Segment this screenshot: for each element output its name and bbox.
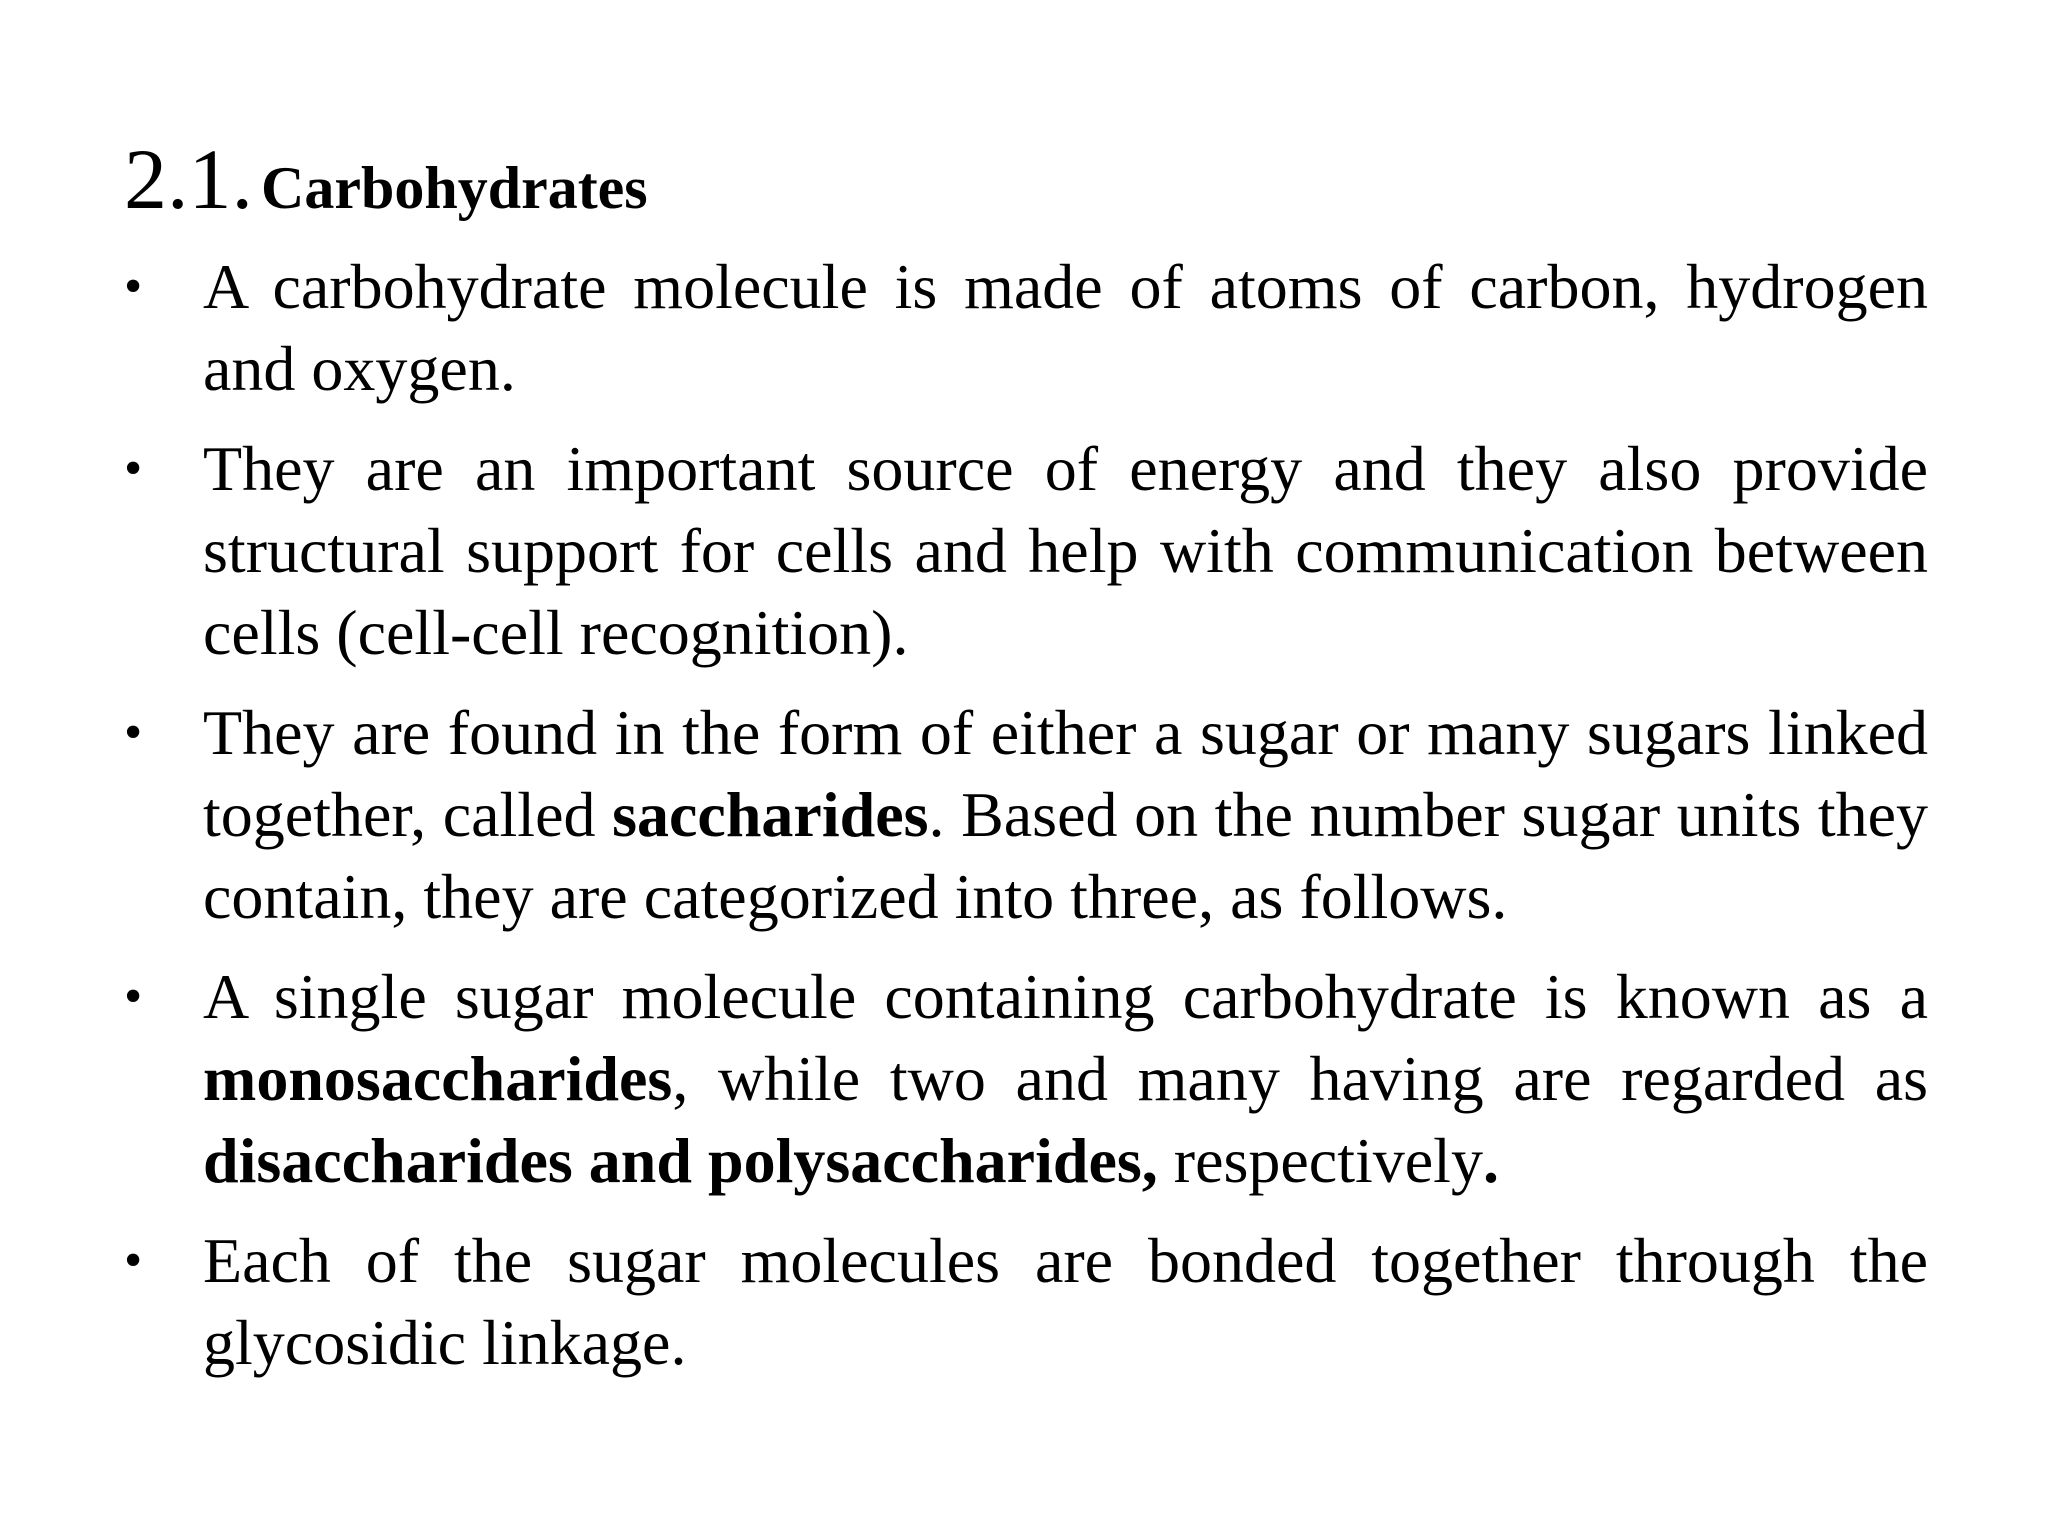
- bullet-text: [203, 433, 1928, 668]
- bullet-text: [203, 961, 1928, 1196]
- bullet-text-span: They are an important source of energy and they also provide structural support for cells and help with communication between cells (cell-cell recognition).: [203, 433, 1928, 668]
- term-saccharides: saccharides: [612, 779, 929, 850]
- bullet-text-span: Each of the sugar molecules are bonded together through the glycosidic linkage.: [203, 1225, 1928, 1378]
- bullet-item: [124, 692, 1928, 938]
- term-disaccharides-polysaccharides: disaccharides and polysaccharides,: [203, 1125, 1158, 1196]
- bullet-item: [124, 1220, 1928, 1384]
- bullet-icon: •: [124, 968, 143, 1025]
- section-title: [124, 124, 1928, 234]
- bullet-text-span: , while two and many having are regarded as: [672, 1043, 1928, 1114]
- bullet-icon: •: [124, 258, 143, 315]
- bullet-icon: •: [124, 1232, 143, 1289]
- bullet-text-span: A single sugar molecule containing carbohydrate is known as a: [203, 961, 1928, 1032]
- bullet-text-span: A carbohydrate molecule is made of atoms of carbon, hydrogen and oxygen.: [203, 251, 1928, 404]
- bullet-icon: •: [124, 440, 143, 497]
- bullet-text: [203, 697, 1928, 932]
- bullet-list: [124, 246, 1928, 1384]
- bullet-item: [124, 246, 1928, 410]
- bullet-text-span: . Based on the number sugar units they contain, they are categorized into three, as follows.: [203, 779, 1929, 932]
- section-number: 2.1.: [124, 131, 253, 227]
- bullet-text: [203, 251, 1928, 404]
- bullet-text-period: .: [1482, 1125, 1499, 1196]
- bullet-text-span: They are found in the form of either a sugar or many sugars linked together, called: [203, 697, 1928, 850]
- term-monosaccharides: monosaccharides: [203, 1043, 673, 1114]
- bullet-text-span: respectively: [1157, 1125, 1483, 1196]
- section-heading: Carbohydrates: [261, 155, 648, 221]
- bullet-text: [203, 1225, 1928, 1378]
- bullet-icon: •: [124, 704, 143, 761]
- bullet-item: [124, 956, 1928, 1202]
- bullet-item: [124, 428, 1928, 674]
